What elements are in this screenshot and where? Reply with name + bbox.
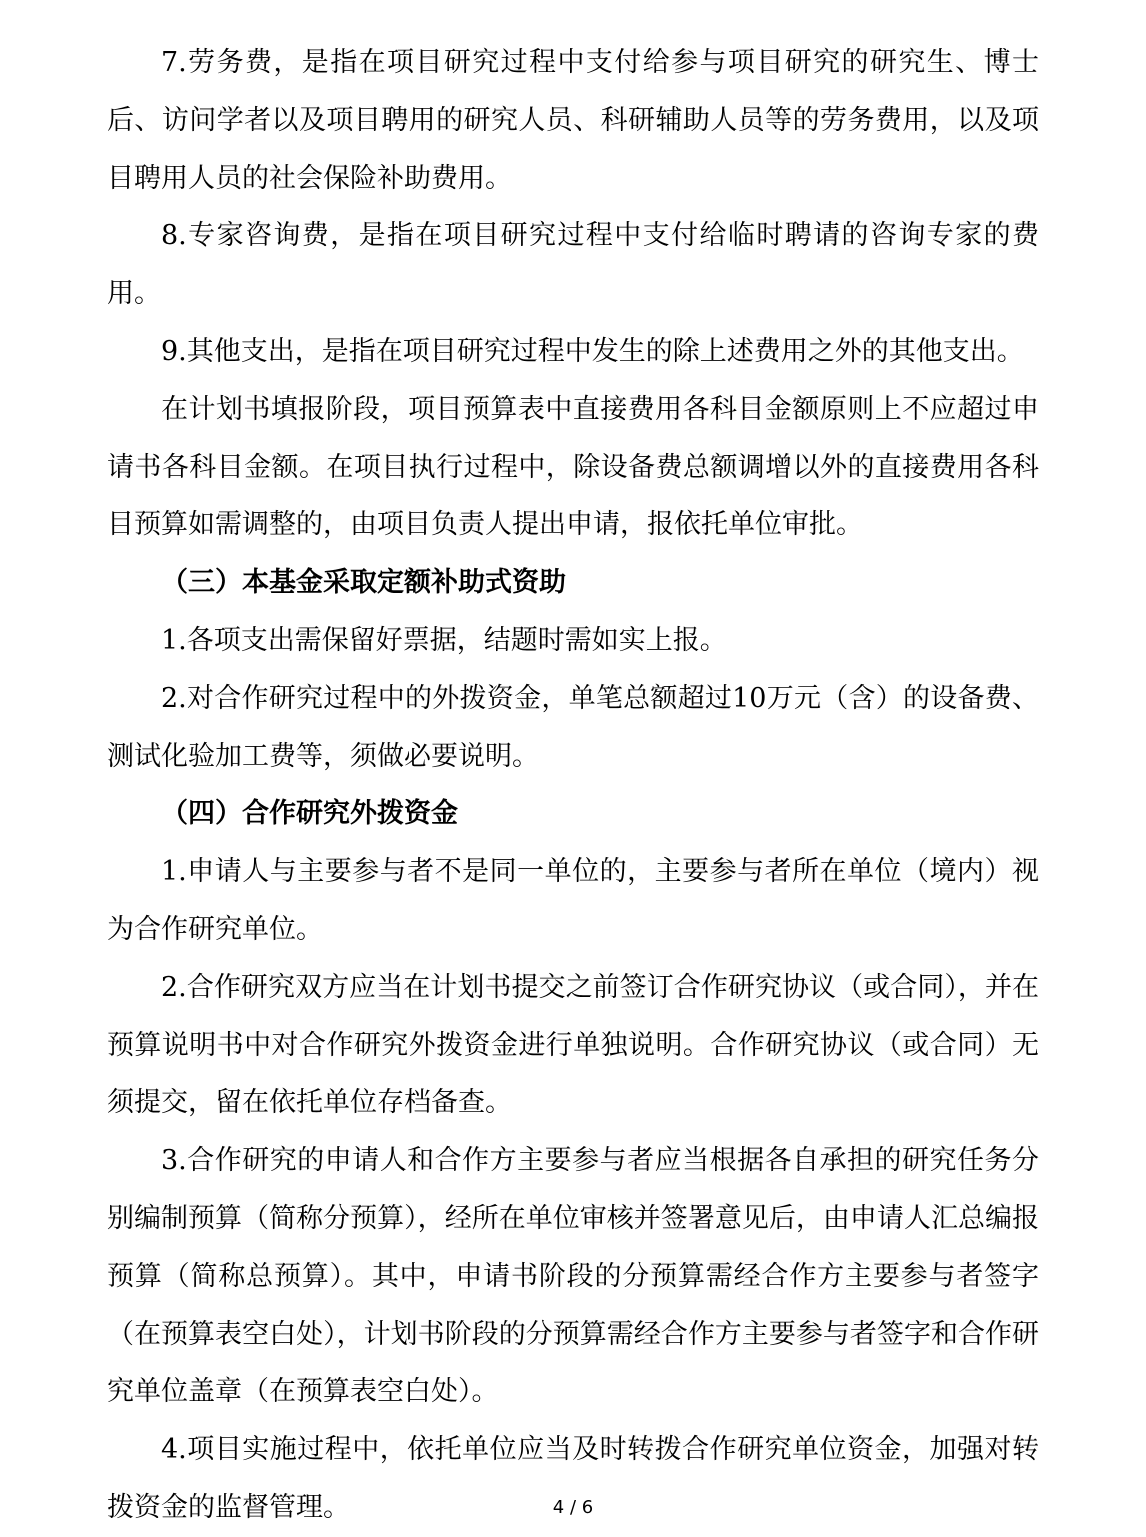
paragraph-external-funds-note: 2.对合作研究过程中的外拨资金，单笔总额超过10万元（含）的设备费、测试化验加工费等，须做必要说明。 (107, 682, 1039, 772)
section-heading-cooperative-funds: （四）合作研究外拨资金 (161, 798, 458, 830)
paragraph-other-expenses: 9.其他支出，是指在项目研究过程中发生的除上述费用之外的其他支出。 (161, 335, 1024, 367)
paragraph-cooperation-agreement: 2.合作研究双方应当在计划书提交之前签订合作研究协议（或合同），并在预算说明书中对合作研究外拨资金进行单独说明。合作研究协议（或合同）无须提交，留在依托单位存档备查。 (107, 971, 1039, 1119)
paragraph-fund-transfer-supervision: 4.项目实施过程中，依托单位应当及时转拨合作研究单位资金，加强对转拨资金的监督管理。 (107, 1434, 1039, 1523)
paragraph-keep-receipts: 1.各项支出需保留好票据，结题时需如实上报。 (161, 624, 727, 656)
paragraph-sub-budget: 3.合作研究的申请人和合作方主要参与者应当根据各自承担的研究任务分别编制预算（简称分预算），经所在单位审核并签署意见后，由申请人汇总编报预算（简称总预算）。其中，申请书阶段的分预算需经合作方主要参与者签字（在预算表空白处），计划书阶段的分预算需经合作方主要参与者签字和合作研究单位盖章（在预算表空白处）。 (107, 1145, 1039, 1408)
paragraph-budget-adjustment: 在计划书填报阶段，项目预算表中直接费用各科目金额原则上不应超过申请书各科目金额。在项目执行过程中，除设备费总额调增以外的直接费用各科目预算如需调整的，由项目负责人提出申请，报依托单位审批。 (107, 393, 1039, 541)
paragraph-labor-cost: 7.劳务费，是指在项目研究过程中支付给参与项目研究的研究生、博士后、访问学者以及项目聘用的研究人员、科研辅助人员等的劳务费用，以及项目聘用人员的社会保险补助费用。 (107, 47, 1039, 194)
page-number: 4 / 6 (552, 1497, 594, 1518)
section-heading-fixed-subsidy: （三）本基金采取定额补助式资助 (161, 567, 566, 599)
document-body (107, 34, 1039, 1537)
paragraph-cooperative-unit-definition: 1.申请人与主要参与者不是同一单位的，主要参与者所在单位（境内）视为合作研究单位。 (107, 856, 1039, 945)
paragraph-expert-consulting-fee: 8.专家咨询费，是指在项目研究过程中支付给临时聘请的咨询专家的费用。 (107, 220, 1039, 310)
